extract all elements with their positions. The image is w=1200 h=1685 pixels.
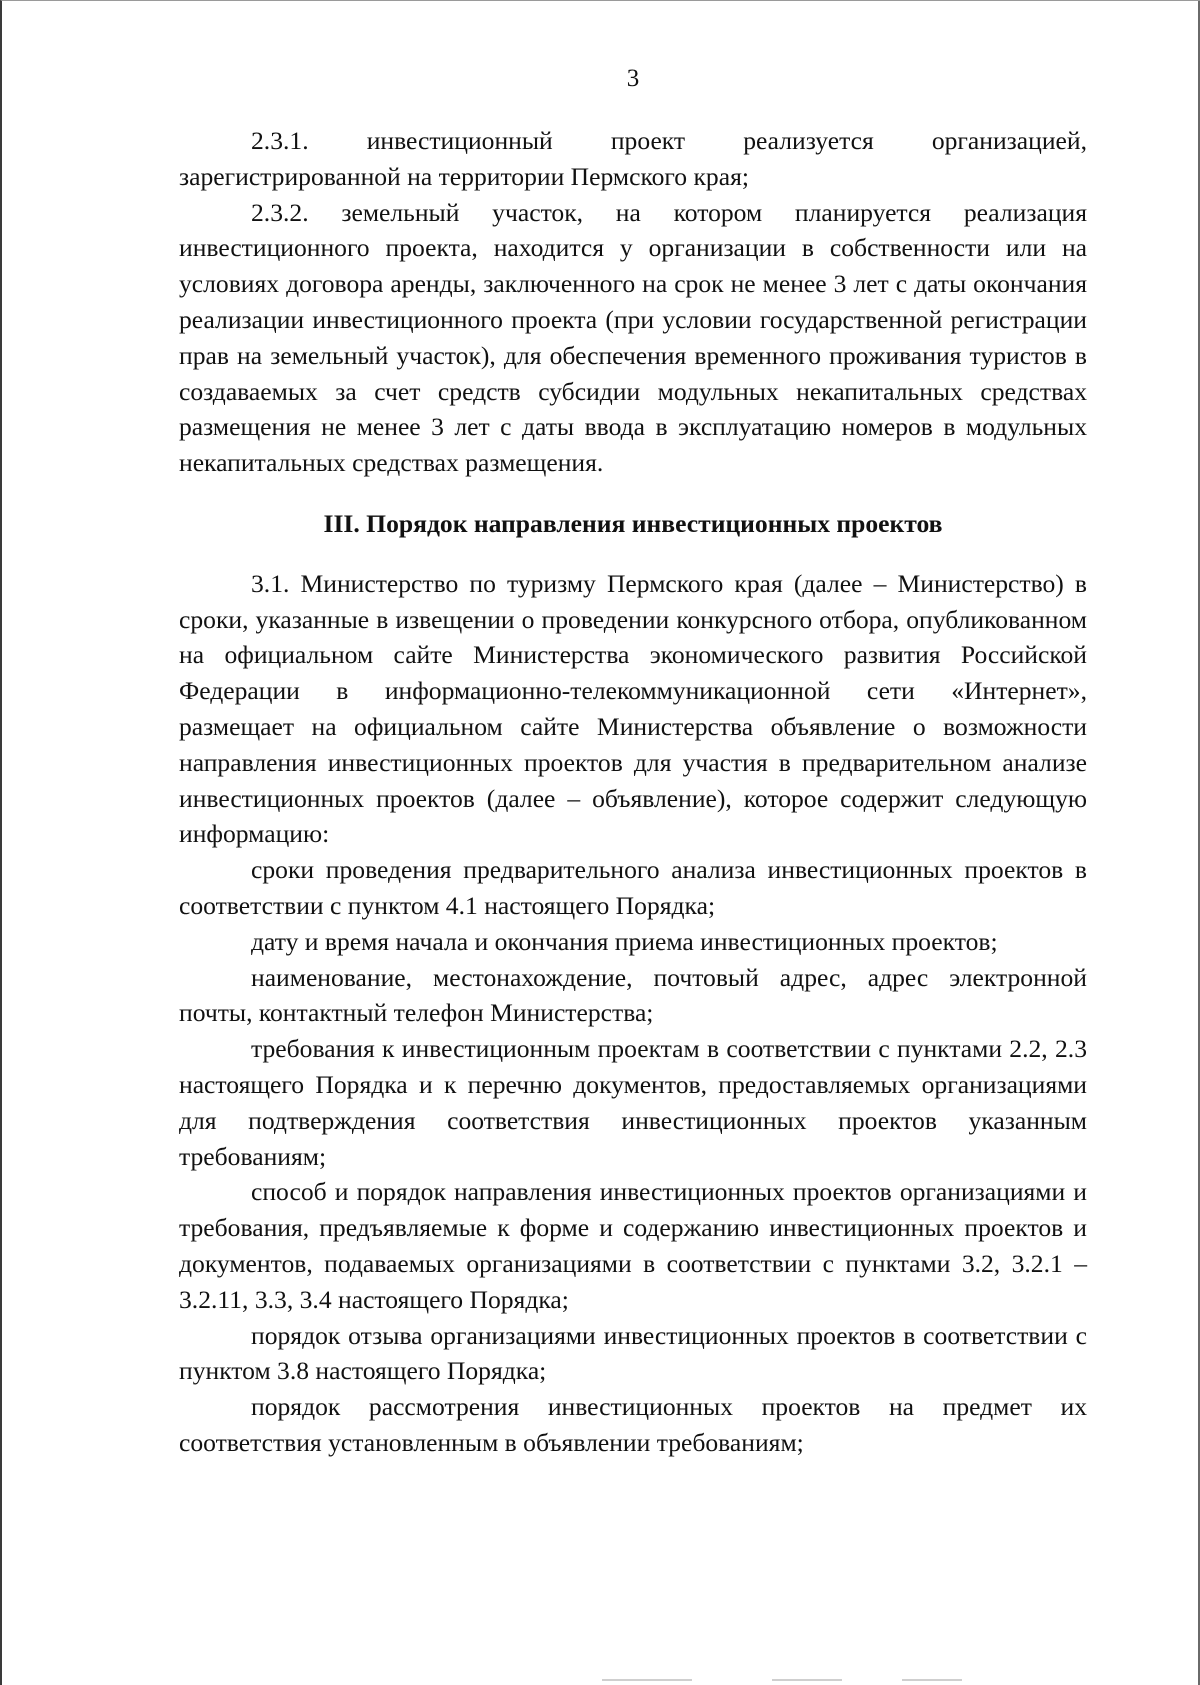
list-item-requirements: требования к инвестиционным проектам в соответствии с пунктами 2.2, 2.3 настоящего Порядка и к перечню документов, предоставляемых организациями для подтверждения соответствия инвестиционных проектов указанным требованиям; <box>179 1034 1087 1171</box>
scan-artifact <box>602 1679 692 1681</box>
document-body <box>179 123 1087 1461</box>
list-item-submission-method: способ и порядок направления инвестиционных проектов организациями и требования, предъявляемые к форме и содержанию инвестиционных проектов и документов, подаваемых организациями в соответствии с пунктами 3.2, 3.2.1 – 3.2.11, 3.3, 3.4 настоящего Порядка; <box>179 1177 1087 1314</box>
list-item-withdrawal: порядок отзыва организациями инвестиционных проектов в соответствии с пунктом 3.8 настоящего Порядка; <box>179 1320 1087 1386</box>
section-heading: III. Порядок направления инвестиционных проектов <box>323 508 943 538</box>
list-item-review-procedure: порядок рассмотрения инвестиционных проектов на предмет их соответствия установленным в объявлении требованиям; <box>179 1392 1087 1457</box>
scan-artifact <box>902 1679 962 1681</box>
list-item-contacts: наименование, местонахождение, почтовый адрес, адрес электронной почты, контактный телефон Министерства; <box>179 962 1087 1028</box>
clause-3-1: 3.1. Министерство по туризму Пермского края (далее – Министерство) в сроки, указанные в извещении о проведении конкурсного отбора, опубликованном на официальном сайте Министерства экономического развития Российской Федерации в информационно-телекоммуникационной сети «Интернет», размещает на официальном сайте Министерства объявление о возможности направления инвестиционных проектов для участия в предварительном анализе инвестиционных проектов (далее – объявление), которое содержит следующую информацию: <box>179 568 1087 849</box>
clause-2-3-2: 2.3.2. земельный участок, на котором планируется реализация инвестиционного проекта, находится у организации в собственности или на условиях договора аренды, заключенного на срок не менее 3 лет с даты окончания реализации инвестиционного проекта (при условии государственной регистрации прав на земельный участок), для обеспечения временного проживания туристов в создаваемых за счет средств субсидии модульных некапитальных средствах размещения не менее 3 лет с даты ввода в эксплуатацию номеров в модульных некапитальных средствах размещения. <box>179 197 1087 478</box>
list-item-terms: сроки проведения предварительного анализа инвестиционных проектов в соответствии с пунктом 4.1 настоящего Порядка; <box>179 855 1087 920</box>
page-number: 3 <box>626 65 640 92</box>
scan-artifact <box>772 1679 842 1681</box>
clause-2-3-1: 2.3.1. инвестиционный проект реализуется организацией, зарегистрированной на территории Пермского края; <box>179 126 1087 191</box>
list-item-dates: дату и время начала и окончания приема инвестиционных проектов; <box>251 926 998 956</box>
